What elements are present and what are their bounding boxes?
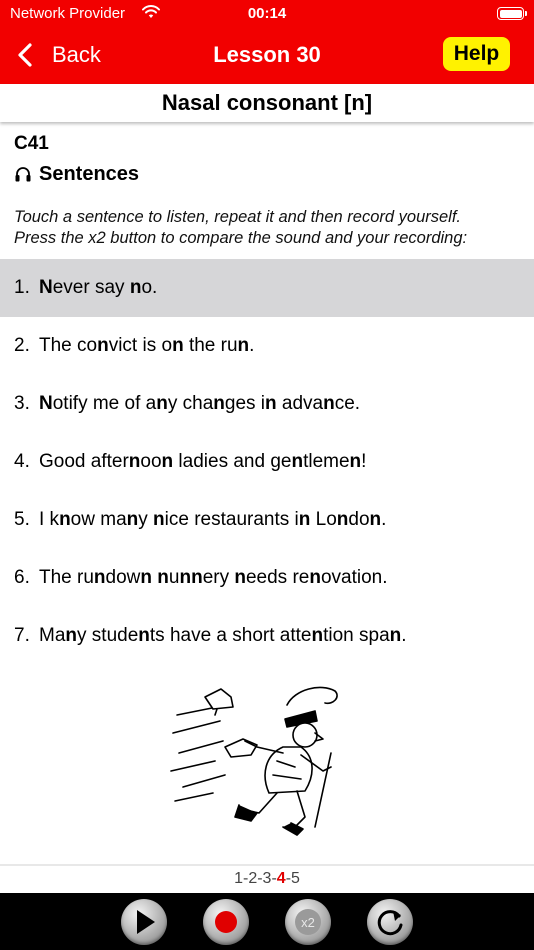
sentence-number: 2. <box>14 335 30 356</box>
sentence-number: 5. <box>14 509 30 530</box>
sentence-fragment: y cha <box>167 393 214 414</box>
highlighted-letter: n <box>323 393 335 414</box>
help-button[interactable]: Help <box>443 37 510 71</box>
page-number-3[interactable]: 3 <box>262 870 272 887</box>
sentence-row[interactable] <box>0 549 534 607</box>
sentence-fragment: otify me of a <box>52 393 157 414</box>
sentence-fragment: ladies and ge <box>173 451 292 472</box>
sentence-number: 7. <box>14 625 30 646</box>
sentence-text <box>39 335 254 357</box>
page-separator: - <box>257 870 263 887</box>
sentence-text <box>39 393 360 415</box>
exercise-code: C41 <box>14 133 49 154</box>
status-time: 00:14 <box>247 5 287 22</box>
running-man-illustration <box>165 675 365 845</box>
sentence-row[interactable] <box>0 317 534 375</box>
sentence-fragment: Good after <box>39 451 129 472</box>
sentence-fragment: the ru <box>183 335 238 356</box>
sentence-fragment: The ru <box>39 567 94 588</box>
play-icon <box>121 899 167 945</box>
page-number-1[interactable]: 1 <box>234 870 243 887</box>
replay-icon <box>367 899 413 945</box>
play-button[interactable] <box>121 899 167 945</box>
sentence-fragment: y <box>138 509 154 530</box>
sentence-fragment: u <box>168 567 180 588</box>
sentence-fragment: ery <box>202 567 235 588</box>
page-number-2[interactable]: 2 <box>248 870 258 887</box>
highlighted-letter: n <box>298 509 311 530</box>
x2-label: x2 <box>301 915 315 930</box>
sentence-fragment: ice restaurants i <box>164 509 299 530</box>
highlighted-letter: n <box>156 393 168 414</box>
headphones-icon <box>14 165 32 183</box>
highlighted-letter: nn <box>179 567 203 588</box>
sentence-row[interactable] <box>0 491 534 549</box>
section-title: Nasal consonant [n] <box>0 84 534 122</box>
page-indicator <box>0 870 534 888</box>
highlighted-letter: n <box>311 625 324 646</box>
sentence-fragment: ovation. <box>320 567 388 588</box>
sentence-text <box>39 567 388 589</box>
compare-x2-button[interactable] <box>285 899 331 945</box>
sentence-row[interactable] <box>0 433 534 491</box>
sentence-fragment: ! <box>361 451 367 472</box>
highlighted-letter: n <box>309 567 321 588</box>
sentence-fragment: eeds re <box>245 567 310 588</box>
highlighted-letter: n <box>126 509 139 530</box>
record-button[interactable] <box>203 899 249 945</box>
highlighted-letter: n <box>65 625 78 646</box>
highlighted-letter: n <box>140 567 152 588</box>
highlighted-letter: n <box>153 509 165 530</box>
battery-icon <box>497 7 524 20</box>
footer-divider <box>0 864 534 866</box>
sentence-fragment: Ma <box>39 625 66 646</box>
back-button-label: Back <box>52 42 101 67</box>
instructions <box>14 207 524 249</box>
highlighted-letter: n <box>97 335 109 356</box>
sentence-list <box>0 259 534 665</box>
sentence-fragment: adva <box>276 393 324 414</box>
sentence-fragment: oo <box>140 451 162 472</box>
sentence-fragment: ts have a short atte <box>149 625 312 646</box>
sentence-fragment: Lo <box>310 509 337 530</box>
sentence-fragment: y stude <box>77 625 139 646</box>
highlighted-letter: n <box>349 451 362 472</box>
highlighted-letter: n <box>161 451 174 472</box>
carrier-name: Network Provider <box>10 5 126 22</box>
sentence-number: 3. <box>14 393 30 414</box>
sentence-row[interactable] <box>0 375 534 433</box>
highlighted-letter: n <box>172 335 184 356</box>
sentence-fragment: do <box>348 509 370 530</box>
sentence-row[interactable] <box>0 607 534 665</box>
highlighted-letter: n <box>213 393 225 414</box>
highlighted-letter: n <box>237 335 250 356</box>
sentence-fragment: ow ma <box>70 509 127 530</box>
sentence-row[interactable] <box>0 259 534 317</box>
sentence-fragment: The co <box>39 335 98 356</box>
highlighted-letter: n <box>265 393 277 414</box>
page-separator: - <box>285 870 292 887</box>
highlighted-letter: n <box>336 509 349 530</box>
highlighted-letter: n <box>157 567 169 588</box>
sentences-heading-text: Sentences <box>39 162 140 185</box>
sentence-fragment: ce. <box>334 393 361 414</box>
x2-compare-icon <box>285 899 331 945</box>
sentence-text <box>39 277 157 299</box>
replay-button[interactable] <box>367 899 413 945</box>
page-separator: - <box>271 870 277 887</box>
highlighted-letter: n <box>129 277 142 298</box>
instructions-line-1: Touch a sentence to listen, repeat it and then record yourself. <box>14 208 461 226</box>
sentence-number: 4. <box>14 451 30 472</box>
record-icon <box>203 899 249 945</box>
sentence-fragment: . <box>249 335 255 356</box>
highlighted-letter: n <box>128 451 141 472</box>
highlighted-letter: n <box>138 625 150 646</box>
sentence-fragment: ges i <box>224 393 266 414</box>
sentence-fragment: tion spa <box>323 625 390 646</box>
highlighted-letter: n <box>59 509 71 530</box>
page-separator: - <box>242 870 249 887</box>
sentence-fragment: o. <box>141 277 158 298</box>
highlighted-letter: n <box>93 567 106 588</box>
page-number-5[interactable]: 5 <box>291 870 300 887</box>
sentence-fragment: ever say <box>52 277 130 298</box>
navigation-bar <box>0 28 534 84</box>
sentence-text <box>39 625 407 647</box>
sentence-text <box>39 451 366 473</box>
sentence-fragment: vict is o <box>108 335 173 356</box>
status-bar <box>0 0 534 28</box>
sentence-number: 6. <box>14 567 30 588</box>
sentence-fragment: . <box>381 509 387 530</box>
audio-toolbar <box>0 893 534 950</box>
highlighted-letter: N <box>39 277 53 298</box>
sentence-number: 1. <box>14 277 30 298</box>
highlighted-letter: n <box>291 451 304 472</box>
sentence-text <box>39 509 386 531</box>
highlighted-letter: n <box>234 567 246 588</box>
instructions-line-2: Press the x2 button to compare the sound and your recording: <box>14 229 468 247</box>
highlighted-letter: n <box>369 509 382 530</box>
highlighted-letter: n <box>389 625 402 646</box>
sentence-fragment: dow <box>105 567 141 588</box>
lesson-title: Lesson 30 <box>213 42 321 67</box>
sentence-fragment: . <box>401 625 407 646</box>
page-number-4[interactable]: 4 <box>276 870 286 887</box>
sentences-heading <box>14 162 139 186</box>
highlighted-letter: N <box>39 393 53 414</box>
sentence-fragment: tleme <box>303 451 350 472</box>
sentence-fragment: I k <box>39 509 60 530</box>
